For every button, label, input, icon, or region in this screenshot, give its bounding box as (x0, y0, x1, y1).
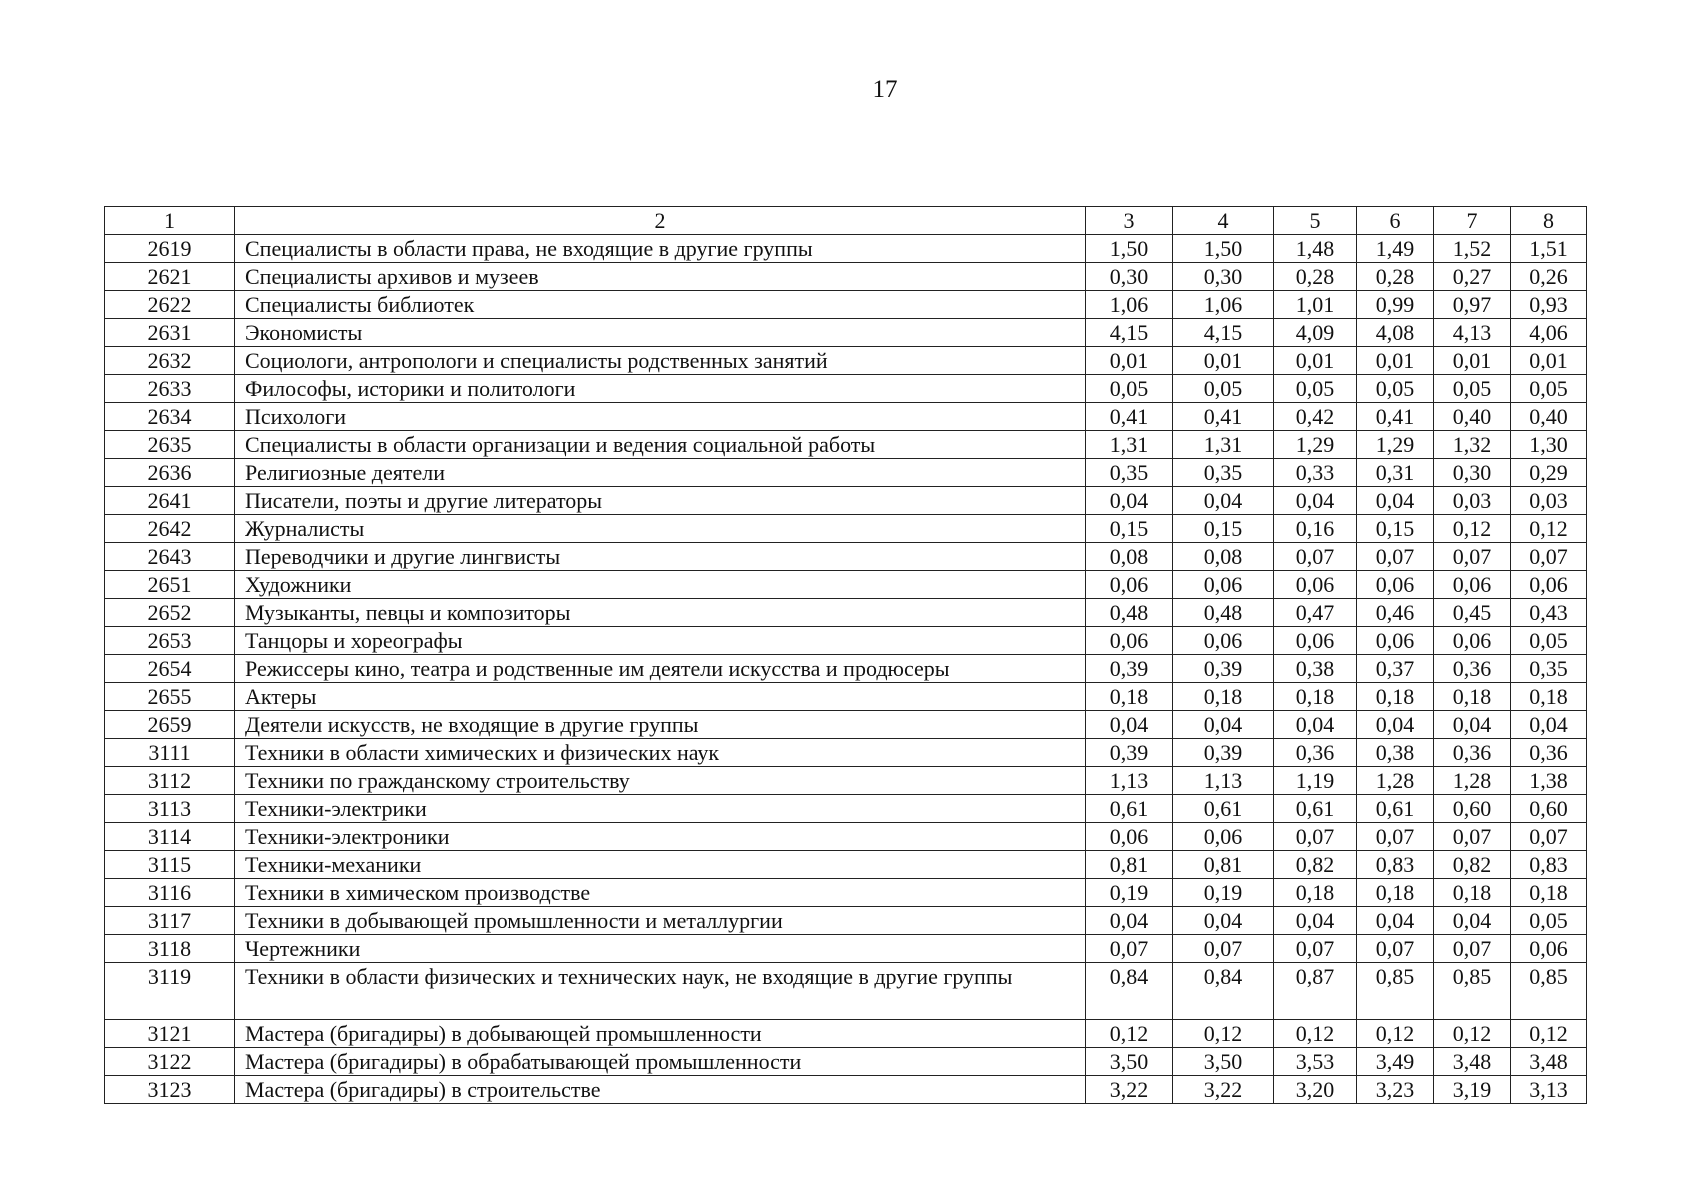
value-cell: 1,31 (1086, 431, 1173, 459)
value-cell: 0,01 (1357, 347, 1434, 375)
value-cell: 0,06 (1086, 627, 1173, 655)
value-cell: 1,19 (1274, 767, 1357, 795)
value-cell: 0,08 (1173, 543, 1274, 571)
value-cell: 0,05 (1274, 375, 1357, 403)
value-cell: 0,12 (1434, 515, 1511, 543)
table-row (105, 515, 1587, 543)
value-cell: 0,07 (1274, 823, 1357, 851)
occupation-name: Техники в химическом производстве (235, 879, 1086, 907)
value-cell: 3,50 (1086, 1048, 1173, 1076)
occupation-code: 2652 (105, 599, 235, 627)
occupation-name: Переводчики и другие лингвисты (235, 543, 1086, 571)
occupation-code: 2659 (105, 711, 235, 739)
value-cell: 0,08 (1086, 543, 1173, 571)
column-number-row (105, 207, 1587, 235)
value-cell: 3,48 (1434, 1048, 1511, 1076)
value-cell: 0,12 (1511, 515, 1587, 543)
occupation-name: Актеры (235, 683, 1086, 711)
occupation-code: 3117 (105, 907, 235, 935)
value-cell: 0,97 (1434, 291, 1511, 319)
value-cell: 0,07 (1173, 935, 1274, 963)
value-cell: 0,85 (1511, 963, 1587, 1020)
value-cell: 0,07 (1511, 823, 1587, 851)
table-body (105, 207, 1587, 1104)
occupation-name: Техники в области химических и физических наук (235, 739, 1086, 767)
occupation-code: 3113 (105, 795, 235, 823)
occupation-name: Техники по гражданскому строительству (235, 767, 1086, 795)
occupation-name: Специалисты архивов и музеев (235, 263, 1086, 291)
occupation-code: 3123 (105, 1076, 235, 1104)
table-row (105, 1020, 1587, 1048)
value-cell: 0,84 (1086, 963, 1173, 1020)
value-cell: 0,01 (1274, 347, 1357, 375)
value-cell: 0,05 (1086, 375, 1173, 403)
column-number: 4 (1173, 207, 1274, 235)
value-cell: 3,53 (1274, 1048, 1357, 1076)
value-cell: 0,05 (1173, 375, 1274, 403)
value-cell: 0,15 (1173, 515, 1274, 543)
occupation-name: Социологи, антропологи и специалисты родственных занятий (235, 347, 1086, 375)
value-cell: 0,84 (1173, 963, 1274, 1020)
value-cell: 0,01 (1086, 347, 1173, 375)
value-cell: 0,26 (1511, 263, 1587, 291)
value-cell: 3,23 (1357, 1076, 1434, 1104)
column-number: 2 (235, 207, 1086, 235)
value-cell: 0,05 (1511, 627, 1587, 655)
occupation-name: Художники (235, 571, 1086, 599)
value-cell: 0,83 (1511, 851, 1587, 879)
value-cell: 0,30 (1173, 263, 1274, 291)
value-cell: 0,36 (1434, 655, 1511, 683)
occupation-name: Религиозные деятели (235, 459, 1086, 487)
value-cell: 0,18 (1434, 879, 1511, 907)
value-cell: 0,18 (1357, 879, 1434, 907)
value-cell: 0,06 (1434, 627, 1511, 655)
occupation-code: 2653 (105, 627, 235, 655)
value-cell: 0,04 (1434, 711, 1511, 739)
value-cell: 0,06 (1434, 571, 1511, 599)
value-cell: 0,06 (1511, 935, 1587, 963)
value-cell: 0,04 (1086, 487, 1173, 515)
value-cell: 0,12 (1357, 1020, 1434, 1048)
column-number: 8 (1511, 207, 1587, 235)
occupation-name: Писатели, поэты и другие литераторы (235, 487, 1086, 515)
value-cell: 1,13 (1173, 767, 1274, 795)
value-cell: 4,09 (1274, 319, 1357, 347)
table-row (105, 319, 1587, 347)
occupation-code: 2621 (105, 263, 235, 291)
value-cell: 0,05 (1357, 375, 1434, 403)
value-cell: 0,27 (1434, 263, 1511, 291)
value-cell: 3,22 (1173, 1076, 1274, 1104)
value-cell: 0,60 (1511, 795, 1587, 823)
value-cell: 0,43 (1511, 599, 1587, 627)
value-cell: 0,81 (1173, 851, 1274, 879)
value-cell: 0,04 (1274, 907, 1357, 935)
occupation-name: Мастера (бригадиры) в добывающей промышленности (235, 1020, 1086, 1048)
value-cell: 0,48 (1173, 599, 1274, 627)
value-cell: 0,60 (1434, 795, 1511, 823)
table-row (105, 263, 1587, 291)
occupation-name: Психологи (235, 403, 1086, 431)
value-cell: 0,37 (1357, 655, 1434, 683)
value-cell: 0,06 (1274, 627, 1357, 655)
value-cell: 3,20 (1274, 1076, 1357, 1104)
occupation-name: Экономисты (235, 319, 1086, 347)
value-cell: 0,83 (1357, 851, 1434, 879)
value-cell: 0,15 (1086, 515, 1173, 543)
occupation-code: 2641 (105, 487, 235, 515)
value-cell: 0,04 (1173, 711, 1274, 739)
value-cell: 1,28 (1357, 767, 1434, 795)
value-cell: 0,06 (1274, 571, 1357, 599)
value-cell: 4,13 (1434, 319, 1511, 347)
value-cell: 1,31 (1173, 431, 1274, 459)
occupation-code: 2642 (105, 515, 235, 543)
column-number: 7 (1434, 207, 1511, 235)
value-cell: 0,82 (1434, 851, 1511, 879)
value-cell: 0,07 (1274, 543, 1357, 571)
value-cell: 1,06 (1086, 291, 1173, 319)
occupation-name: Специалисты библиотек (235, 291, 1086, 319)
page-number: 17 (872, 76, 898, 103)
value-cell: 0,06 (1173, 627, 1274, 655)
value-cell: 1,01 (1274, 291, 1357, 319)
value-cell: 0,12 (1434, 1020, 1511, 1048)
value-cell: 0,40 (1511, 403, 1587, 431)
value-cell: 0,18 (1511, 879, 1587, 907)
occupation-code: 2619 (105, 235, 235, 263)
column-number: 3 (1086, 207, 1173, 235)
value-cell: 0,81 (1086, 851, 1173, 879)
table-row (105, 431, 1587, 459)
value-cell: 1,28 (1434, 767, 1511, 795)
value-cell: 0,36 (1511, 739, 1587, 767)
value-cell: 1,32 (1434, 431, 1511, 459)
value-cell: 0,07 (1357, 823, 1434, 851)
value-cell: 0,18 (1434, 683, 1511, 711)
value-cell: 0,05 (1434, 375, 1511, 403)
value-cell: 0,18 (1274, 879, 1357, 907)
value-cell: 0,06 (1511, 571, 1587, 599)
value-cell: 3,22 (1086, 1076, 1173, 1104)
table-row (105, 347, 1587, 375)
table-row (105, 711, 1587, 739)
value-cell: 0,61 (1357, 795, 1434, 823)
occupation-code: 2635 (105, 431, 235, 459)
value-cell: 0,07 (1434, 543, 1511, 571)
value-cell: 4,08 (1357, 319, 1434, 347)
value-cell: 0,12 (1274, 1020, 1357, 1048)
occupation-code: 2634 (105, 403, 235, 431)
occupation-name: Специалисты в области права, не входящие в другие группы (235, 235, 1086, 263)
table-row (105, 879, 1587, 907)
value-cell: 0,04 (1173, 487, 1274, 515)
value-cell: 1,29 (1357, 431, 1434, 459)
table-row (105, 963, 1587, 1020)
value-cell: 0,35 (1173, 459, 1274, 487)
occupation-code: 3115 (105, 851, 235, 879)
table-row (105, 459, 1587, 487)
occupation-name: Танцоры и хореографы (235, 627, 1086, 655)
value-cell: 0,07 (1274, 935, 1357, 963)
value-cell: 0,38 (1274, 655, 1357, 683)
occupation-name: Чертежники (235, 935, 1086, 963)
value-cell: 4,15 (1086, 319, 1173, 347)
occupation-name: Философы, историки и политологи (235, 375, 1086, 403)
table-row (105, 1076, 1587, 1104)
value-cell: 1,48 (1274, 235, 1357, 263)
table-row (105, 571, 1587, 599)
value-cell: 0,93 (1511, 291, 1587, 319)
value-cell: 0,61 (1173, 795, 1274, 823)
value-cell: 0,18 (1274, 683, 1357, 711)
table-row (105, 627, 1587, 655)
value-cell: 0,06 (1357, 571, 1434, 599)
value-cell: 0,35 (1086, 459, 1173, 487)
value-cell: 0,04 (1511, 711, 1587, 739)
value-cell: 0,45 (1434, 599, 1511, 627)
value-cell: 0,01 (1434, 347, 1511, 375)
table-row (105, 795, 1587, 823)
value-cell: 0,07 (1357, 935, 1434, 963)
occupation-code: 2654 (105, 655, 235, 683)
column-number: 1 (105, 207, 235, 235)
value-cell: 0,01 (1511, 347, 1587, 375)
table-row (105, 935, 1587, 963)
value-cell: 0,36 (1434, 739, 1511, 767)
occupation-code: 3118 (105, 935, 235, 963)
occupation-code: 3111 (105, 739, 235, 767)
value-cell: 0,18 (1357, 683, 1434, 711)
value-cell: 0,18 (1086, 683, 1173, 711)
occupation-table (104, 206, 1587, 1104)
value-cell: 0,16 (1274, 515, 1357, 543)
value-cell: 3,13 (1511, 1076, 1587, 1104)
value-cell: 0,12 (1173, 1020, 1274, 1048)
occupation-code: 3114 (105, 823, 235, 851)
value-cell: 0,47 (1274, 599, 1357, 627)
value-cell: 0,39 (1086, 655, 1173, 683)
table-row (105, 291, 1587, 319)
occupation-code: 2643 (105, 543, 235, 571)
value-cell: 3,19 (1434, 1076, 1511, 1104)
table-row (105, 767, 1587, 795)
value-cell: 0,48 (1086, 599, 1173, 627)
occupation-code: 3122 (105, 1048, 235, 1076)
occupation-code: 2632 (105, 347, 235, 375)
occupation-code: 2631 (105, 319, 235, 347)
value-cell: 0,36 (1274, 739, 1357, 767)
table-row (105, 823, 1587, 851)
occupation-name: Техники в области физических и технических наук, не входящие в другие группы (235, 963, 1086, 1020)
value-cell: 1,38 (1511, 767, 1587, 795)
occupation-code: 2633 (105, 375, 235, 403)
value-cell: 3,49 (1357, 1048, 1434, 1076)
value-cell: 0,18 (1173, 683, 1274, 711)
value-cell: 0,39 (1173, 739, 1274, 767)
value-cell: 0,07 (1511, 543, 1587, 571)
value-cell: 0,28 (1357, 263, 1434, 291)
value-cell: 3,48 (1511, 1048, 1587, 1076)
value-cell: 0,33 (1274, 459, 1357, 487)
value-cell: 0,05 (1511, 375, 1587, 403)
value-cell: 0,85 (1357, 963, 1434, 1020)
value-cell: 0,04 (1357, 711, 1434, 739)
value-cell: 0,06 (1086, 823, 1173, 851)
occupation-code: 2622 (105, 291, 235, 319)
occupation-code: 2651 (105, 571, 235, 599)
value-cell: 0,41 (1173, 403, 1274, 431)
value-cell: 0,12 (1086, 1020, 1173, 1048)
value-cell: 1,51 (1511, 235, 1587, 263)
table-row (105, 683, 1587, 711)
occupation-code: 2636 (105, 459, 235, 487)
value-cell: 0,03 (1434, 487, 1511, 515)
value-cell: 0,99 (1357, 291, 1434, 319)
value-cell: 0,04 (1173, 907, 1274, 935)
value-cell: 1,29 (1274, 431, 1357, 459)
value-cell: 1,13 (1086, 767, 1173, 795)
value-cell: 0,06 (1086, 571, 1173, 599)
value-cell: 1,50 (1173, 235, 1274, 263)
table-row (105, 1048, 1587, 1076)
table-row (105, 487, 1587, 515)
column-number: 6 (1357, 207, 1434, 235)
occupation-code: 3121 (105, 1020, 235, 1048)
value-cell: 0,07 (1086, 935, 1173, 963)
occupation-name: Деятели искусств, не входящие в другие группы (235, 711, 1086, 739)
occupation-name: Техники-электрики (235, 795, 1086, 823)
value-cell: 0,41 (1357, 403, 1434, 431)
occupation-name: Музыканты, певцы и композиторы (235, 599, 1086, 627)
value-cell: 0,04 (1357, 907, 1434, 935)
value-cell: 0,06 (1357, 627, 1434, 655)
occupation-code: 3119 (105, 963, 235, 1020)
occupation-name: Техники в добывающей промышленности и металлургии (235, 907, 1086, 935)
value-cell: 0,06 (1173, 571, 1274, 599)
value-cell: 4,06 (1511, 319, 1587, 347)
table-row (105, 907, 1587, 935)
value-cell: 0,04 (1274, 711, 1357, 739)
occupation-name: Техники-электроники (235, 823, 1086, 851)
table-row (105, 375, 1587, 403)
value-cell: 0,39 (1086, 739, 1173, 767)
value-cell: 0,61 (1086, 795, 1173, 823)
value-cell: 0,82 (1274, 851, 1357, 879)
occupation-name: Техники-механики (235, 851, 1086, 879)
value-cell: 0,03 (1511, 487, 1587, 515)
value-cell: 0,42 (1274, 403, 1357, 431)
column-number: 5 (1274, 207, 1357, 235)
occupation-code: 3112 (105, 767, 235, 795)
value-cell: 0,18 (1511, 683, 1587, 711)
value-cell: 0,39 (1173, 655, 1274, 683)
value-cell: 0,19 (1086, 879, 1173, 907)
table-row (105, 235, 1587, 263)
value-cell: 0,12 (1511, 1020, 1587, 1048)
value-cell: 0,04 (1434, 907, 1511, 935)
value-cell: 0,04 (1086, 711, 1173, 739)
value-cell: 0,04 (1357, 487, 1434, 515)
value-cell: 0,04 (1086, 907, 1173, 935)
value-cell: 0,31 (1357, 459, 1434, 487)
value-cell: 0,19 (1173, 879, 1274, 907)
table-row (105, 403, 1587, 431)
value-cell: 0,07 (1434, 823, 1511, 851)
value-cell: 0,35 (1511, 655, 1587, 683)
value-cell: 0,30 (1434, 459, 1511, 487)
value-cell: 0,06 (1173, 823, 1274, 851)
occupation-name: Специалисты в области организации и ведения социальной работы (235, 431, 1086, 459)
value-cell: 0,29 (1511, 459, 1587, 487)
value-cell: 0,30 (1086, 263, 1173, 291)
value-cell: 0,05 (1511, 907, 1587, 935)
value-cell: 0,04 (1274, 487, 1357, 515)
table-row (105, 599, 1587, 627)
value-cell: 1,50 (1086, 235, 1173, 263)
value-cell: 0,07 (1357, 543, 1434, 571)
occupation-name: Мастера (бригадиры) в строительстве (235, 1076, 1086, 1104)
occupation-code: 2655 (105, 683, 235, 711)
value-cell: 0,01 (1173, 347, 1274, 375)
table-row (105, 543, 1587, 571)
value-cell: 1,06 (1173, 291, 1274, 319)
occupation-name: Мастера (бригадиры) в обрабатывающей промышленности (235, 1048, 1086, 1076)
table-row (105, 851, 1587, 879)
table-row (105, 655, 1587, 683)
occupation-code: 3116 (105, 879, 235, 907)
value-cell: 0,38 (1357, 739, 1434, 767)
value-cell: 1,30 (1511, 431, 1587, 459)
value-cell: 0,07 (1434, 935, 1511, 963)
value-cell: 4,15 (1173, 319, 1274, 347)
value-cell: 3,50 (1173, 1048, 1274, 1076)
value-cell: 0,87 (1274, 963, 1357, 1020)
value-cell: 0,61 (1274, 795, 1357, 823)
value-cell: 0,40 (1434, 403, 1511, 431)
value-cell: 1,49 (1357, 235, 1434, 263)
value-cell: 1,52 (1434, 235, 1511, 263)
table-row (105, 739, 1587, 767)
value-cell: 0,46 (1357, 599, 1434, 627)
value-cell: 0,85 (1434, 963, 1511, 1020)
value-cell: 0,41 (1086, 403, 1173, 431)
value-cell: 0,15 (1357, 515, 1434, 543)
value-cell: 0,28 (1274, 263, 1357, 291)
occupation-name: Журналисты (235, 515, 1086, 543)
occupation-name: Режиссеры кино, театра и родственные им деятели искусства и продюсеры (235, 655, 1086, 683)
